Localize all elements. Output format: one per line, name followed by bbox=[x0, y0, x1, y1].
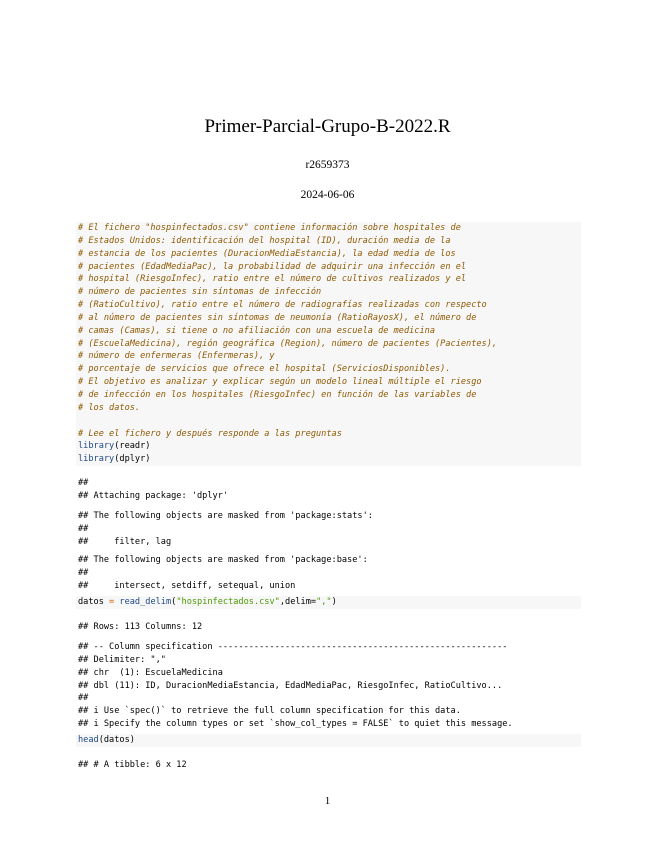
output-line: ## bbox=[78, 478, 89, 488]
code-line-library-dplyr: library(dplyr) bbox=[78, 454, 151, 465]
output-line: ## i Specify the column types or set `show_col_types = FALSE` to quiet this message. bbox=[78, 719, 513, 730]
output-line: ## The following objects are masked from 'package:base': bbox=[78, 555, 368, 565]
code-line-read-delim: datos = read_delim("hospinfectados.csv",delim=",") bbox=[78, 597, 337, 607]
code-comment-line: # El objetivo es analizar y explicar según un modelo lineal múltiple el riesgo bbox=[78, 377, 482, 388]
code-comment-line: # los datos. bbox=[78, 402, 141, 413]
output-line: ## The following objects are masked from 'package:stats': bbox=[78, 511, 373, 521]
output-line: ## dbl (11): ID, DuracionMediaEstancia, EdadMediaPac, RiesgoInfec, RatioCultivo... bbox=[78, 680, 503, 691]
code-comment-line bbox=[78, 415, 579, 428]
output-line: ## chr (1): EscuelaMedicina bbox=[78, 667, 223, 678]
code-line-head: head(datos) bbox=[78, 735, 135, 745]
code-comment-line: # pacientes (EdadMediaPac), la probabilidad de adquirir una infección en el bbox=[78, 261, 467, 272]
code-comment-line: # El fichero "hospinfectados.csv" contiene información sobre hospitales de bbox=[78, 223, 461, 233]
document-title: Primer-Parcial-Grupo-B-2022.R bbox=[204, 116, 451, 137]
output-line: ## Delimiter: "," bbox=[78, 654, 166, 665]
code-chunk-read-delim bbox=[76, 596, 581, 609]
output-line: ## Attaching package: 'dplyr' bbox=[78, 490, 229, 501]
code-comment-line: # (RatioCultivo), ratio entre el número de radiografías realizadas con respecto bbox=[78, 300, 487, 311]
output-masked-stats bbox=[78, 510, 583, 549]
output-line: ## # A tibble: 6 x 12 bbox=[78, 760, 187, 770]
code-comment-line: # número de enfermeras (Enfermeras), y bbox=[78, 351, 275, 362]
code-line-library-readr: library(readr) bbox=[78, 441, 151, 452]
output-rows-columns bbox=[78, 621, 583, 634]
code-comment-line: # de infección en los hospitales (RiesgoInfec) en función de las variables de bbox=[78, 389, 477, 400]
code-comment-line: # (EscuelaMedicina), región geográfica (Region), número de pacientes (Pacientes), bbox=[78, 338, 498, 349]
output-attaching-package bbox=[78, 477, 583, 503]
output-line: ## -- Column specification -------------------------------------------------------- bbox=[78, 642, 508, 652]
output-line: ## intersect, setdiff, setequal, union bbox=[78, 580, 296, 591]
code-chunk-comments bbox=[76, 222, 581, 466]
output-line: ## bbox=[78, 567, 89, 578]
code-comment-line: # estancia de los pacientes (DuracionMediaEstancia), la edad media de los bbox=[78, 248, 456, 259]
document-author: r2659373 bbox=[305, 159, 350, 171]
output-column-specification bbox=[78, 641, 583, 731]
code-comment-line: # al número de pacientes sin síntomas de neumonía (RatioRayosX), el número de bbox=[78, 312, 477, 323]
code-comment-line: # camas (Camas), si tiene o no afiliación con una escuela de medicina bbox=[78, 325, 435, 336]
code-comment-line: # Estados Unidos: identificación del hospital (ID), duración media de la bbox=[78, 235, 451, 246]
document-date: 2024-06-06 bbox=[300, 189, 355, 201]
output-line: ## Rows: 113 Columns: 12 bbox=[78, 622, 203, 632]
output-line: ## filter, lag bbox=[78, 536, 172, 547]
output-tibble-header bbox=[78, 759, 583, 772]
code-chunk-head bbox=[76, 734, 581, 747]
page-number: 1 bbox=[324, 795, 331, 807]
output-masked-base bbox=[78, 554, 583, 593]
code-comment-line: # número de pacientes sin síntomas de infección bbox=[78, 287, 322, 298]
code-comment-line: # Lee el fichero y después responde a las preguntas bbox=[78, 428, 342, 439]
output-line: ## i Use `spec()` to retrieve the full column specification for this data. bbox=[78, 706, 461, 717]
output-line: ## bbox=[78, 523, 89, 534]
code-comment-line: # hospital (RiesgoInfec), ratio entre el número de cultivos realizados y el bbox=[78, 274, 467, 285]
code-comment-line: # porcentaje de servicios que ofrece el hospital (ServiciosDisponibles). bbox=[78, 364, 451, 375]
output-line: ## bbox=[78, 693, 89, 704]
